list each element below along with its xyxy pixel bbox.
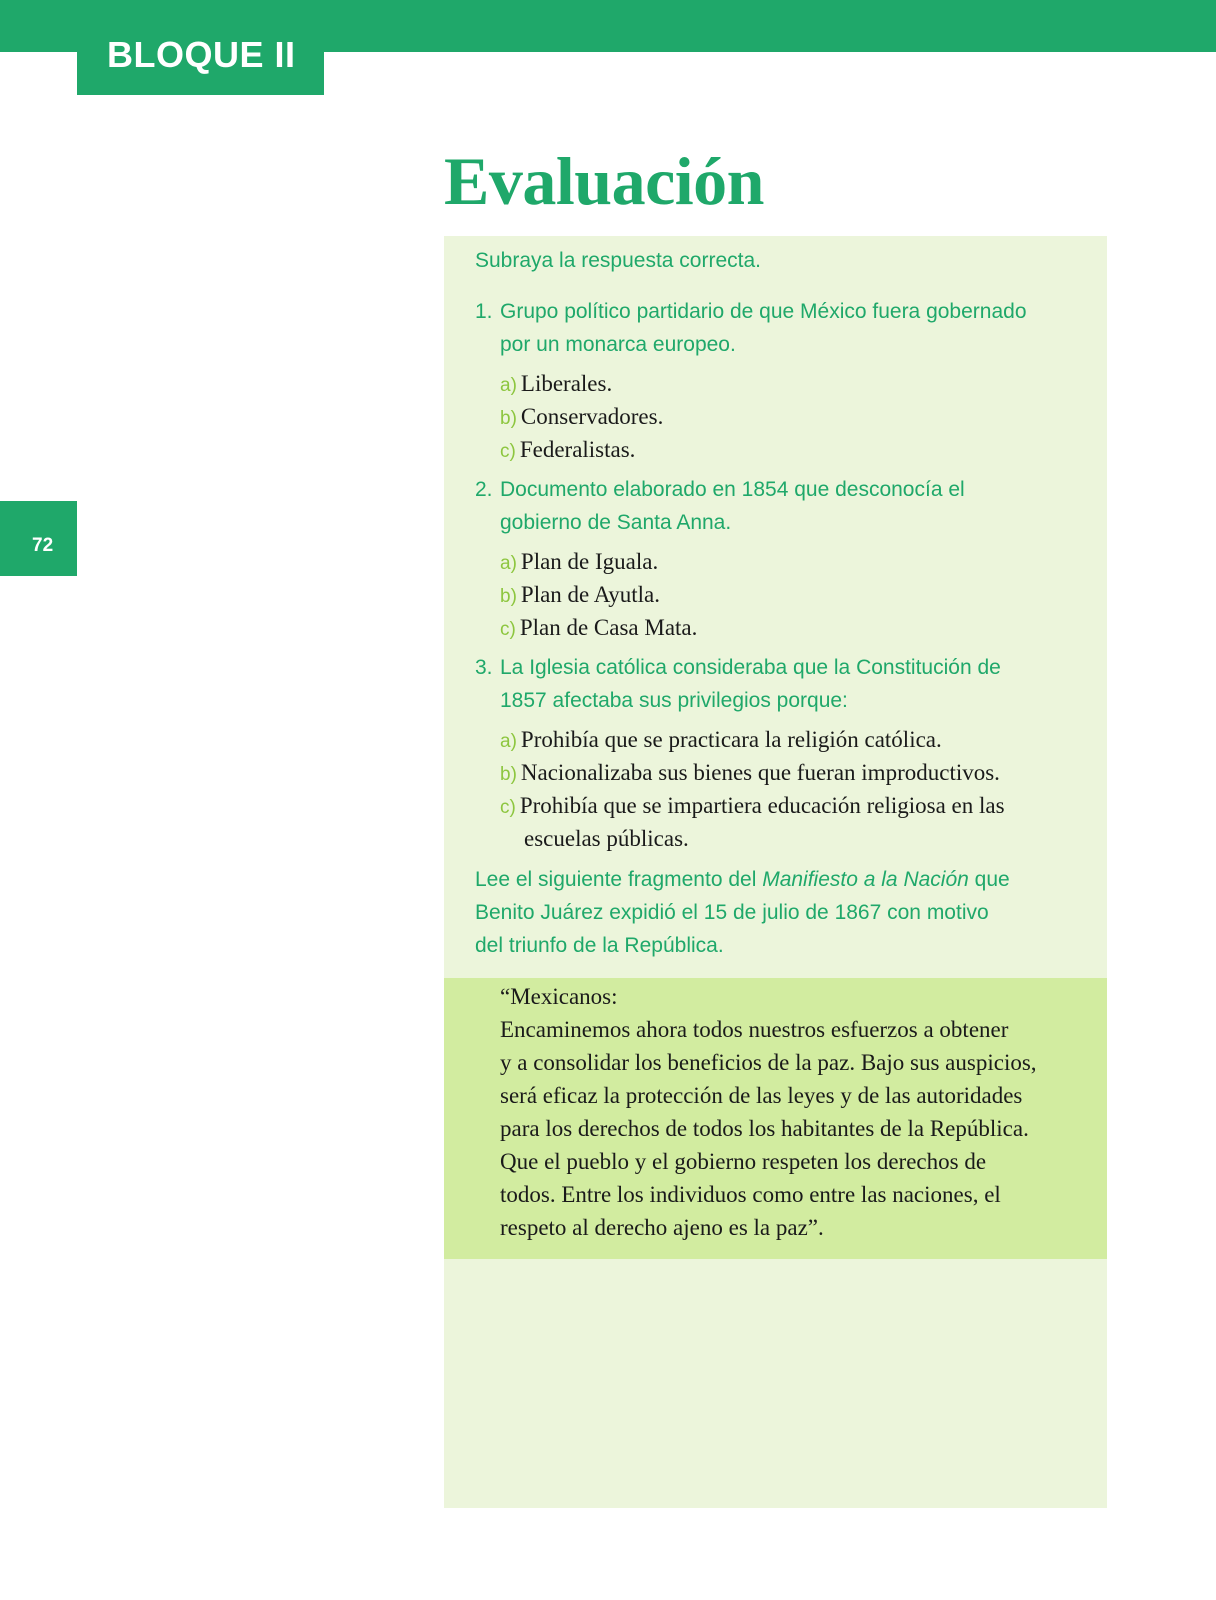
- quote-line: será eficaz la protección de las leyes y de las autoridades: [500, 1083, 1023, 1108]
- option-2a: a) Plan de Iguala.: [500, 549, 659, 574]
- quote-line: Que el pueblo y el gobierno respeten los derechos de: [500, 1149, 987, 1174]
- block-label: BLOQUE II: [107, 34, 296, 75]
- option-2b: b) Plan de Ayutla.: [500, 582, 660, 607]
- question-1: [475, 300, 1027, 324]
- quote-line: Encaminemos ahora todos nuestros esfuerzos a obtener: [500, 1017, 1009, 1042]
- quote-line: “Mexicanos:: [500, 984, 618, 1009]
- question-1-cont: por un monarca europeo.: [500, 333, 736, 356]
- option-2c: c) Plan de Casa Mata.: [500, 615, 698, 640]
- instruction: Subraya la respuesta correcta.: [475, 249, 761, 272]
- quote-line: respeto al derecho ajeno es la paz”.: [500, 1215, 824, 1240]
- question-text: La Iglesia católica consideraba que la Constitución de: [500, 656, 1001, 679]
- question-text: Documento elaborado en 1854 que desconocía el: [500, 478, 965, 501]
- reading-intro-line1: Lee el siguiente fragmento del Manifiesto a la Nación que: [475, 868, 1010, 891]
- page-number: 72: [32, 535, 54, 556]
- question-3: [475, 656, 1001, 680]
- option-3b: b) Nacionalizaba sus bienes que fueran improductivos.: [500, 760, 1000, 785]
- question-number: 2.: [475, 478, 493, 501]
- option-1a: a) Liberales.: [500, 371, 613, 396]
- quote-line: y a consolidar los beneficios de la paz. Bajo sus auspicios,: [500, 1050, 1037, 1075]
- reading-intro-line2: Benito Juárez expidió el 15 de julio de 1867 con motivo: [475, 901, 989, 924]
- reading-intro-line3: del triunfo de la República.: [475, 934, 724, 957]
- question-number: 3.: [475, 656, 493, 679]
- option-1c: c) Federalistas.: [500, 437, 636, 462]
- question-2-cont: gobierno de Santa Anna.: [500, 511, 732, 534]
- option-3a: a) Prohibía que se practicara la religión católica.: [500, 727, 942, 752]
- question-text: Grupo político partidario de que México fuera gobernado: [500, 300, 1027, 323]
- question-2: [475, 478, 965, 502]
- option-1b: b) Conservadores.: [500, 404, 664, 429]
- quote-line: para los derechos de todos los habitantes de la República.: [500, 1116, 1029, 1141]
- option-3c: c) Prohibía que se impartiera educación religiosa en las: [500, 793, 1005, 818]
- option-3c-cont: escuelas públicas.: [524, 826, 689, 851]
- question-number: 1.: [475, 300, 493, 323]
- page-title: Evaluación: [444, 143, 764, 219]
- quote-line: todos. Entre los individuos como entre las naciones, el: [500, 1182, 1001, 1207]
- question-3-cont: 1857 afectaba sus privilegios porque:: [500, 689, 848, 712]
